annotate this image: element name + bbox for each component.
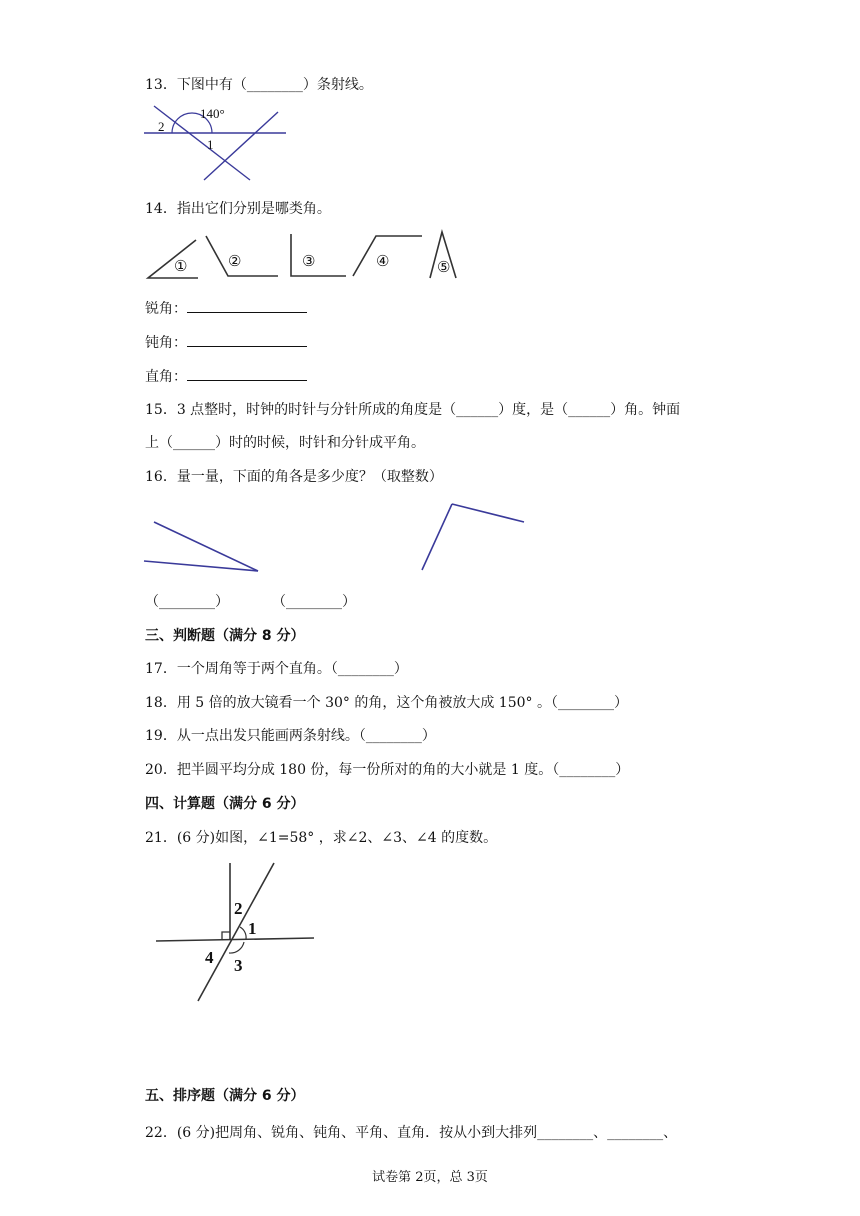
q21-horizontal-line bbox=[156, 938, 314, 941]
q21-text: 21．(6 分)如图，∠1=58° ，求∠2、∠3、∠4 的度数。 bbox=[145, 830, 498, 846]
q14-shape3-right-angle bbox=[291, 234, 346, 276]
q14-shape1-acute-angle bbox=[148, 240, 198, 278]
q20-text: 20．把半圆平均分成 180 份，每一份所对的角的大小就是 1 度。（________） bbox=[145, 762, 630, 778]
q14-shape3-label: ③ bbox=[302, 254, 316, 270]
q14-obtuse-label: 钝角： bbox=[145, 335, 187, 351]
q21-slanted-line bbox=[198, 863, 274, 1001]
q16-blank2[interactable]: （________） bbox=[272, 594, 356, 610]
q15-line1: 15．3 点整时，时钟的时针与分针所成的角度是（______）度，是（______）角。钟面 bbox=[145, 402, 681, 418]
q13-label-1: 1 bbox=[207, 137, 214, 152]
q14-obtuse-answer-blank[interactable] bbox=[187, 334, 307, 347]
q21-angle3-arc bbox=[229, 942, 244, 953]
q14-shape2-obtuse-angle bbox=[206, 236, 278, 276]
q21-figure bbox=[150, 855, 320, 1007]
q21-right-angle-mark bbox=[222, 932, 230, 940]
q14-figure bbox=[140, 228, 470, 286]
q14-right-answer-blank[interactable] bbox=[187, 368, 307, 381]
section4-title: 四、计算题（满分 6 分） bbox=[145, 796, 305, 812]
q14-acute-label: 锐角： bbox=[145, 301, 187, 317]
q18-text: 18．用 5 倍的放大镜看一个 30° 的角，这个角被放大成 150° 。（________） bbox=[145, 695, 628, 711]
q21-label-1: 1 bbox=[248, 919, 257, 938]
q13-label-2: 2 bbox=[158, 119, 165, 134]
q21-angle1-arc bbox=[240, 927, 246, 939]
q14-obtuse-row bbox=[145, 334, 307, 352]
q13-figure bbox=[140, 100, 300, 184]
page-footer: 试卷第 2页，总 3页 bbox=[372, 1170, 488, 1185]
q14-acute-answer-blank[interactable] bbox=[187, 300, 307, 313]
q13-ascending-line bbox=[204, 112, 278, 180]
q14-shape2-label: ② bbox=[228, 254, 242, 270]
q14-right-label: 直角： bbox=[145, 369, 187, 385]
q21-label-4: 4 bbox=[205, 948, 214, 967]
q15-line2: 上（______）时的时候，时针和分针成平角。 bbox=[145, 435, 425, 451]
q13-text: 13．下图中有（________）条射线。 bbox=[145, 77, 373, 93]
q21-label-2: 2 bbox=[234, 899, 243, 918]
q14-shape5-label: ⑤ bbox=[437, 260, 451, 276]
q13-label-140: 140° bbox=[200, 106, 225, 121]
q17-text: 17．一个周角等于两个直角。（________） bbox=[145, 661, 408, 677]
q14-right-row bbox=[145, 368, 307, 386]
q14-acute-row bbox=[145, 300, 307, 318]
q16-angle2-ray-right bbox=[452, 504, 524, 522]
section3-title: 三、判断题（满分 8 分） bbox=[145, 628, 305, 644]
q14-shape4-label: ④ bbox=[376, 254, 390, 270]
q16-angle2-ray-left bbox=[422, 504, 452, 570]
section5-title: 五、排序题（满分 6 分） bbox=[145, 1088, 305, 1104]
q22-text: 22．(6 分)把周角、锐角、钝角、平角、直角．按从小到大排列________、________、 bbox=[145, 1125, 678, 1141]
q14-text: 14．指出它们分别是哪类角。 bbox=[145, 201, 331, 217]
q21-label-3: 3 bbox=[234, 956, 243, 975]
q14-shape1-label: ① bbox=[174, 259, 188, 275]
q16-text: 16．量一量，下面的角各是多少度？（取整数） bbox=[145, 469, 443, 485]
q16-figure bbox=[140, 500, 540, 580]
q19-text: 19．从一点出发只能画两条射线。（________） bbox=[145, 728, 436, 744]
q16-blank1[interactable]: （________） bbox=[145, 594, 229, 610]
